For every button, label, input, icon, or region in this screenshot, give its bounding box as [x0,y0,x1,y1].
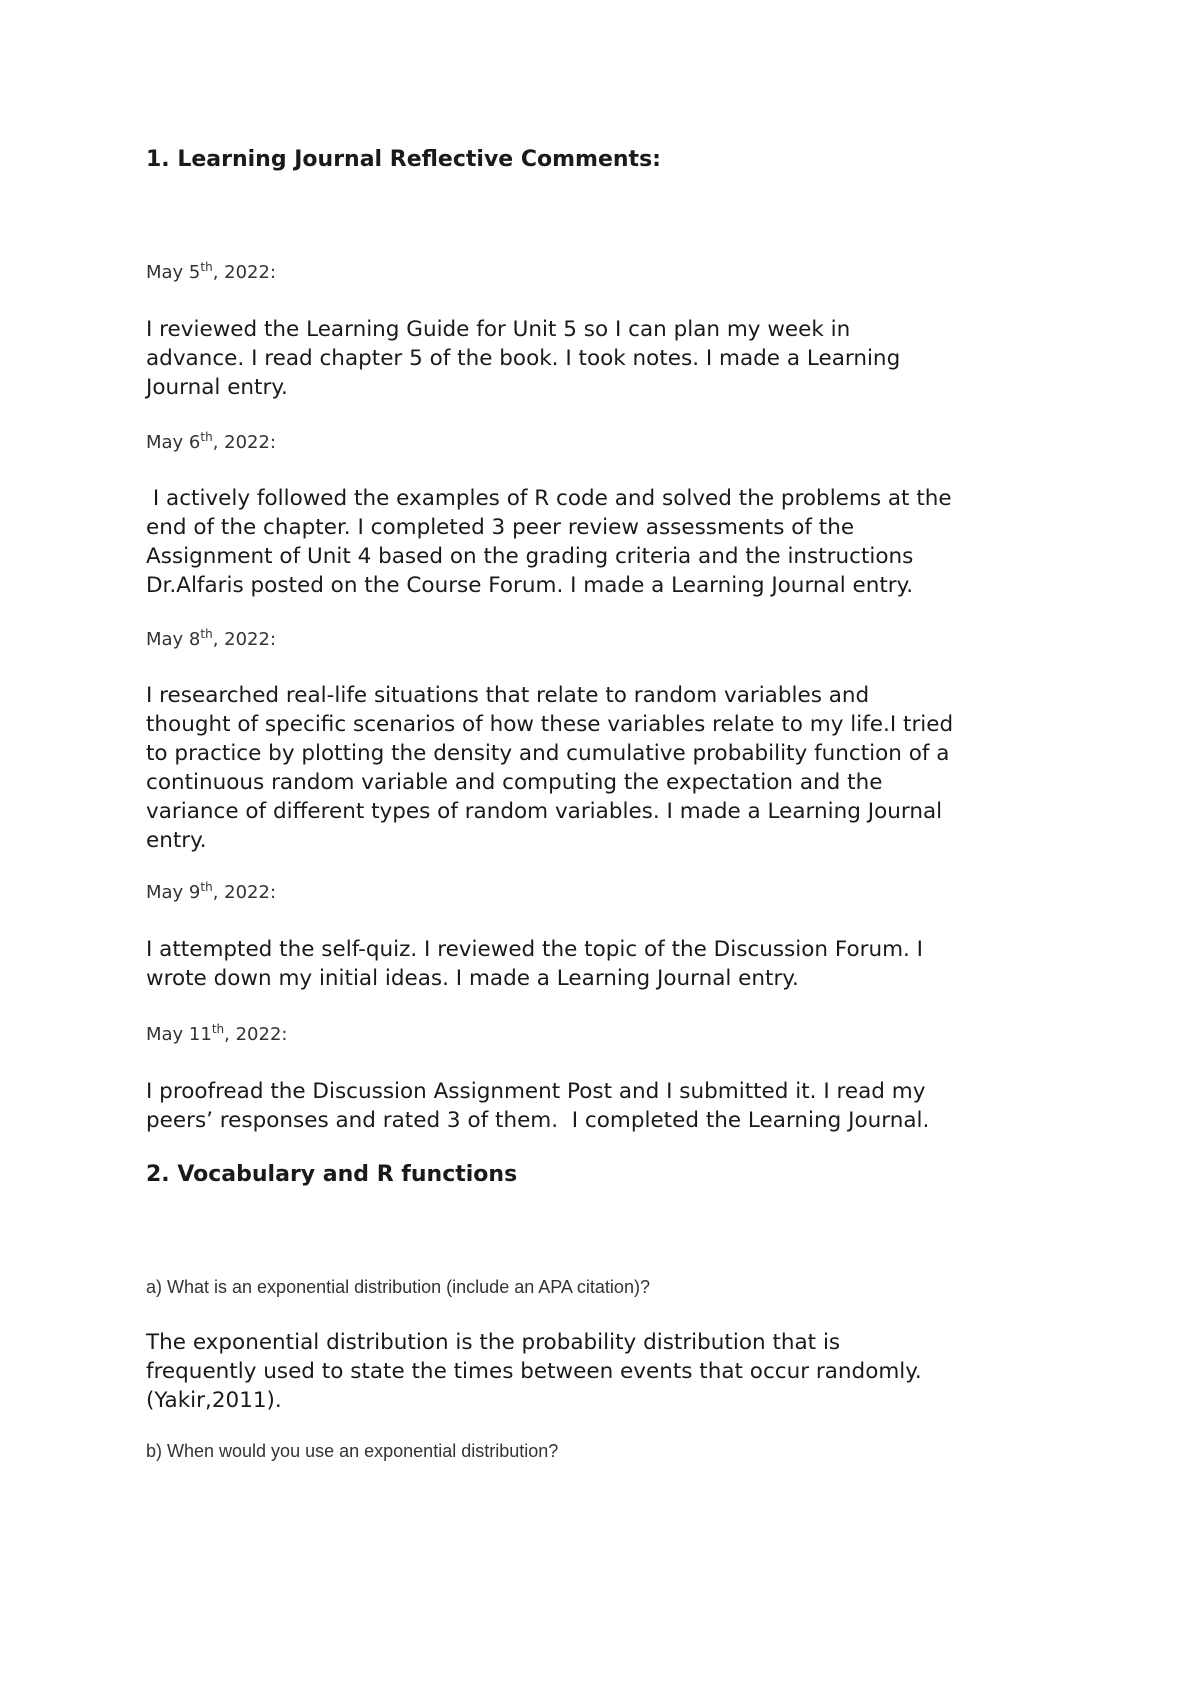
entry-date: May 11th, 2022: [146,1022,288,1045]
entry-text: I researched real-life situations that relate to random variables and thought of specific scenarios of how these variables relate to my life.I tried to practice by plotting the density and cumulative probability function of a continuous random variable and computing the expectation and the variance of different types of random variables. I made a Learning Journal entry. [146,683,954,853]
entry-date: May 5th, 2022: [146,260,277,283]
entry-text: I reviewed the Learning Guide for Unit 5 so I can plan my week in advance. I read chapter 5 of the book. I took notes. I made a Learning Journal entry. [146,317,901,400]
question-a: a) What is an exponential distribution (include an APA citation)? [146,1277,650,1297]
entry-date: May 9th, 2022: [146,880,277,903]
entry-text: I actively followed the examples of R code and solved the problems at the end of the chapter. I completed 3 peer review assessments of the Assignment of Unit 4 based on the grading criteria and the instructions Dr.Alfaris posted on the Course Forum. I made a Learning Journal entry. [146,486,952,598]
entry-text: I attempted the self-quiz. I reviewed the topic of the Discussion Forum. I wrote down my initial ideas. I made a Learning Journal entry. [146,937,924,991]
section-1-heading: 1. Learning Journal Reflective Comments: [146,147,661,172]
entry-date: May 8th, 2022: [146,627,277,650]
question-b: b) When would you use an exponential distribution? [146,1441,559,1461]
answer-a: The exponential distribution is the probability distribution that is frequently used to state the times between events that occur randomly. (Yakir,2011). [146,1330,922,1413]
entry-text: I proofread the Discussion Assignment Post and I submitted it. I read my peers’ responses and rated 3 of them. I completed the Learning Journal. [146,1079,930,1133]
entry-date: May 6th, 2022: [146,430,277,453]
section-2-heading: 2. Vocabulary and R functions [146,1162,518,1187]
